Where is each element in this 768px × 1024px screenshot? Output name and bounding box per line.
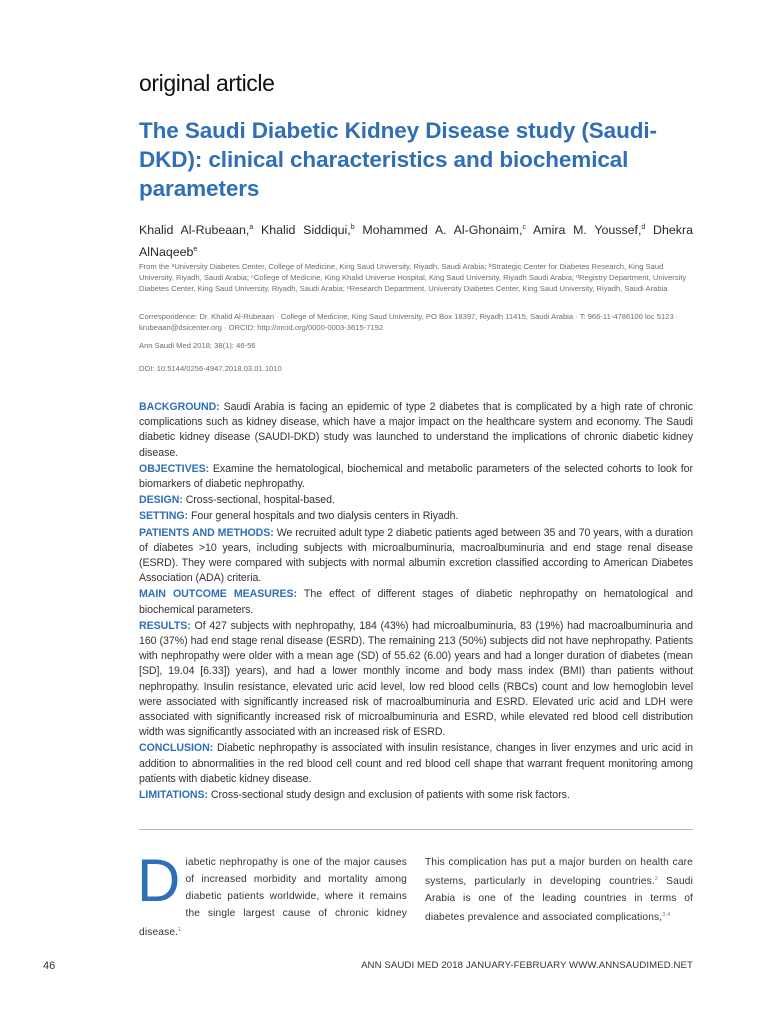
body-text: Saudi Arabia is one of the leading countries in terms of diabetes prevalence and associated complications, bbox=[425, 876, 693, 923]
abstract-design bbox=[139, 493, 693, 508]
affiliations: From the ᵃUniversity Diabetes Center, College of Medicine, King Saud University, Riyadh, Saudi Arabia; ᵇStrategic Center for Diabetes Research, King Saud University, Riyadh, Saudi Arabia; ᶜCollege of Medicine, King Khalid Universe Hospital, King Saud University, Riyadh Saudi Arabia; ᵈRegistry Department, University Diabetes Center, King Saud University, Riyadh, Saudi Arabia; ᵉResearch Department, University Diabetes Center, King Saud University, Riyadh, Saudi Arabia bbox=[139, 262, 687, 293]
abstract bbox=[139, 400, 693, 804]
doi-link[interactable]: DOI: 10.5144/0256-4947.2018.03.01.1010 bbox=[139, 364, 282, 373]
author-affil-mark: a bbox=[249, 224, 254, 231]
body-column-right bbox=[425, 854, 693, 926]
body-text: iabetic nephropathy is one of the major causes of increased morbidity and mortality among diabetic patients worldwide, where it remains the single largest cause of chronic kidney disease. bbox=[139, 857, 407, 938]
abstract-text: Cross-sectional, hospital-based. bbox=[182, 494, 335, 507]
journal-footer: ANN SAUDI MED 2018 JANUARY-FEBRUARY WWW.ANNSAUDIMED.NET bbox=[361, 960, 693, 971]
abstract-conclusion bbox=[139, 741, 693, 787]
reference-mark[interactable]: 3,4 bbox=[662, 912, 671, 918]
abstract-methods bbox=[139, 526, 693, 587]
abstract-text: Of 427 subjects with nephropathy, 184 (43%) had microalbuminuria, 83 (19%) had macroalbuminuria and 160 (37%) had end stage renal disease (ESRD). The remaining 213 (50%) subjects did not have nephropathy. Patients with nephropathy were older with a mean age (SD) of 55.62 (6.00) years and had a longer duration of diabetes (mean [SD], 19.04 [6.33]) years), and had a lower monthly income and body mass index (BMI) than patients without nephropathy. Insulin resistance, elevated uric acid level, low red blood cells (RBCs) count and low hemoglobin level were associated with significantly increased risk of macroalbuminuria and ESRD. Elevated uric acid and LDH were associated with significantly increased risk of microalbuminuria and ESRD, while elevated red blood cell distribution width was significantly associated with an increased risk of ESRD. bbox=[139, 619, 693, 739]
author-list bbox=[139, 218, 693, 262]
abstract-text: Examine the hematological, biochemical and metabolic parameters of the selected cohorts to look for biomarkers of diabetic nephropathy. bbox=[139, 462, 693, 491]
abstract-heading: SETTING: bbox=[139, 510, 189, 523]
author-affil-mark: e bbox=[193, 246, 198, 253]
abstract-objectives bbox=[139, 462, 693, 492]
abstract-text: We recruited adult type 2 diabetic patients aged between 35 and 70 years, with a duration of diabetes >10 years, including subjects with microalbuminuria, macroalbuminuria and end stage renal disease (ESRD). They were compared with subjects with normal albumin excretion classified according to American Diabetes Association (ADA) criteria. bbox=[139, 526, 693, 585]
abstract-limitations bbox=[139, 788, 693, 803]
abstract-heading: RESULTS: bbox=[139, 619, 191, 632]
abstract-heading: PATIENTS AND METHODS: bbox=[139, 526, 274, 539]
author-affil-mark: c bbox=[522, 224, 526, 231]
section-divider bbox=[139, 829, 693, 830]
reference-mark[interactable]: 2 bbox=[654, 876, 659, 882]
correspondence: Correspondence: Dr. Khalid Al-Rubeaan · College of Medicine, King Saud University, PO Box 18397, Riyadh 11415, Saudi Arabia · T: 966-11-4786100 loc 5123 · krubeaan@dsicenter.org · ORCID: http://orcid.org/0000-0003-3615-7192 bbox=[139, 312, 679, 332]
author-affil-mark: b bbox=[350, 224, 355, 231]
abstract-outcomes bbox=[139, 587, 693, 617]
abstract-heading: MAIN OUTCOME MEASURES: bbox=[139, 588, 298, 601]
abstract-text: Saudi Arabia is facing an epidemic of type 2 diabetes that is complicated by a high rate of chronic complications such as kidney disease, which have a major impact on the healthcare system and economy. The Saudi diabetic kidney disease (SAUDI-DKD) study was launched to understand the implications of chronic diabetic kidney disease. bbox=[139, 401, 693, 459]
author-name: Khalid Al-Rubeaan, bbox=[139, 223, 250, 237]
abstract-text: The effect of different stages of diabetic nephropathy on hematological and biochemical parameters. bbox=[139, 588, 693, 616]
author-name: Mohammed A. Al-Ghonaim, bbox=[354, 223, 523, 237]
abstract-background bbox=[139, 400, 693, 461]
abstract-setting bbox=[139, 509, 693, 524]
article-title: The Saudi Diabetic Kidney Disease study (Saudi-DKD): clinical characteristics and biochemical parameters bbox=[139, 118, 657, 201]
section-label: original article bbox=[139, 70, 275, 96]
abstract-text: Cross-sectional study design and exclusion of patients with some risk factors. bbox=[208, 789, 570, 802]
author-name: Dhekra AlNaqeeb bbox=[139, 223, 693, 259]
abstract-results bbox=[139, 619, 693, 741]
reference-mark[interactable]: 1 bbox=[178, 927, 182, 933]
drop-cap: D bbox=[137, 847, 181, 914]
citation: Ann Saudi Med 2018; 38(1): 46-56 bbox=[139, 341, 256, 350]
abstract-heading: BACKGROUND: bbox=[139, 401, 220, 413]
abstract-text: Four general hospitals and two dialysis centers in Riyadh. bbox=[188, 510, 459, 523]
author-name: Amira M. Youssef, bbox=[525, 223, 642, 237]
body-column-left bbox=[137, 847, 407, 941]
page-number: 46 bbox=[43, 960, 56, 972]
body-text: This complication has put a major burden on health care systems, particularly in developing countries. bbox=[425, 857, 693, 887]
abstract-heading: LIMITATIONS: bbox=[139, 789, 209, 802]
author-name: Khalid Siddiqui, bbox=[253, 223, 351, 237]
abstract-text: Diabetic nephropathy is associated with insulin resistance, changes in liver enzymes and uric acid in addition to abnormalities in the red blood cell count and red blood cell shape that warrant frequent monitoring among patients with diabetic kidney disease. bbox=[139, 742, 693, 785]
author-affil-mark: d bbox=[641, 224, 646, 231]
abstract-heading: CONCLUSION: bbox=[139, 742, 214, 755]
abstract-heading: DESIGN: bbox=[139, 494, 183, 507]
abstract-heading: OBJECTIVES: bbox=[139, 462, 210, 475]
